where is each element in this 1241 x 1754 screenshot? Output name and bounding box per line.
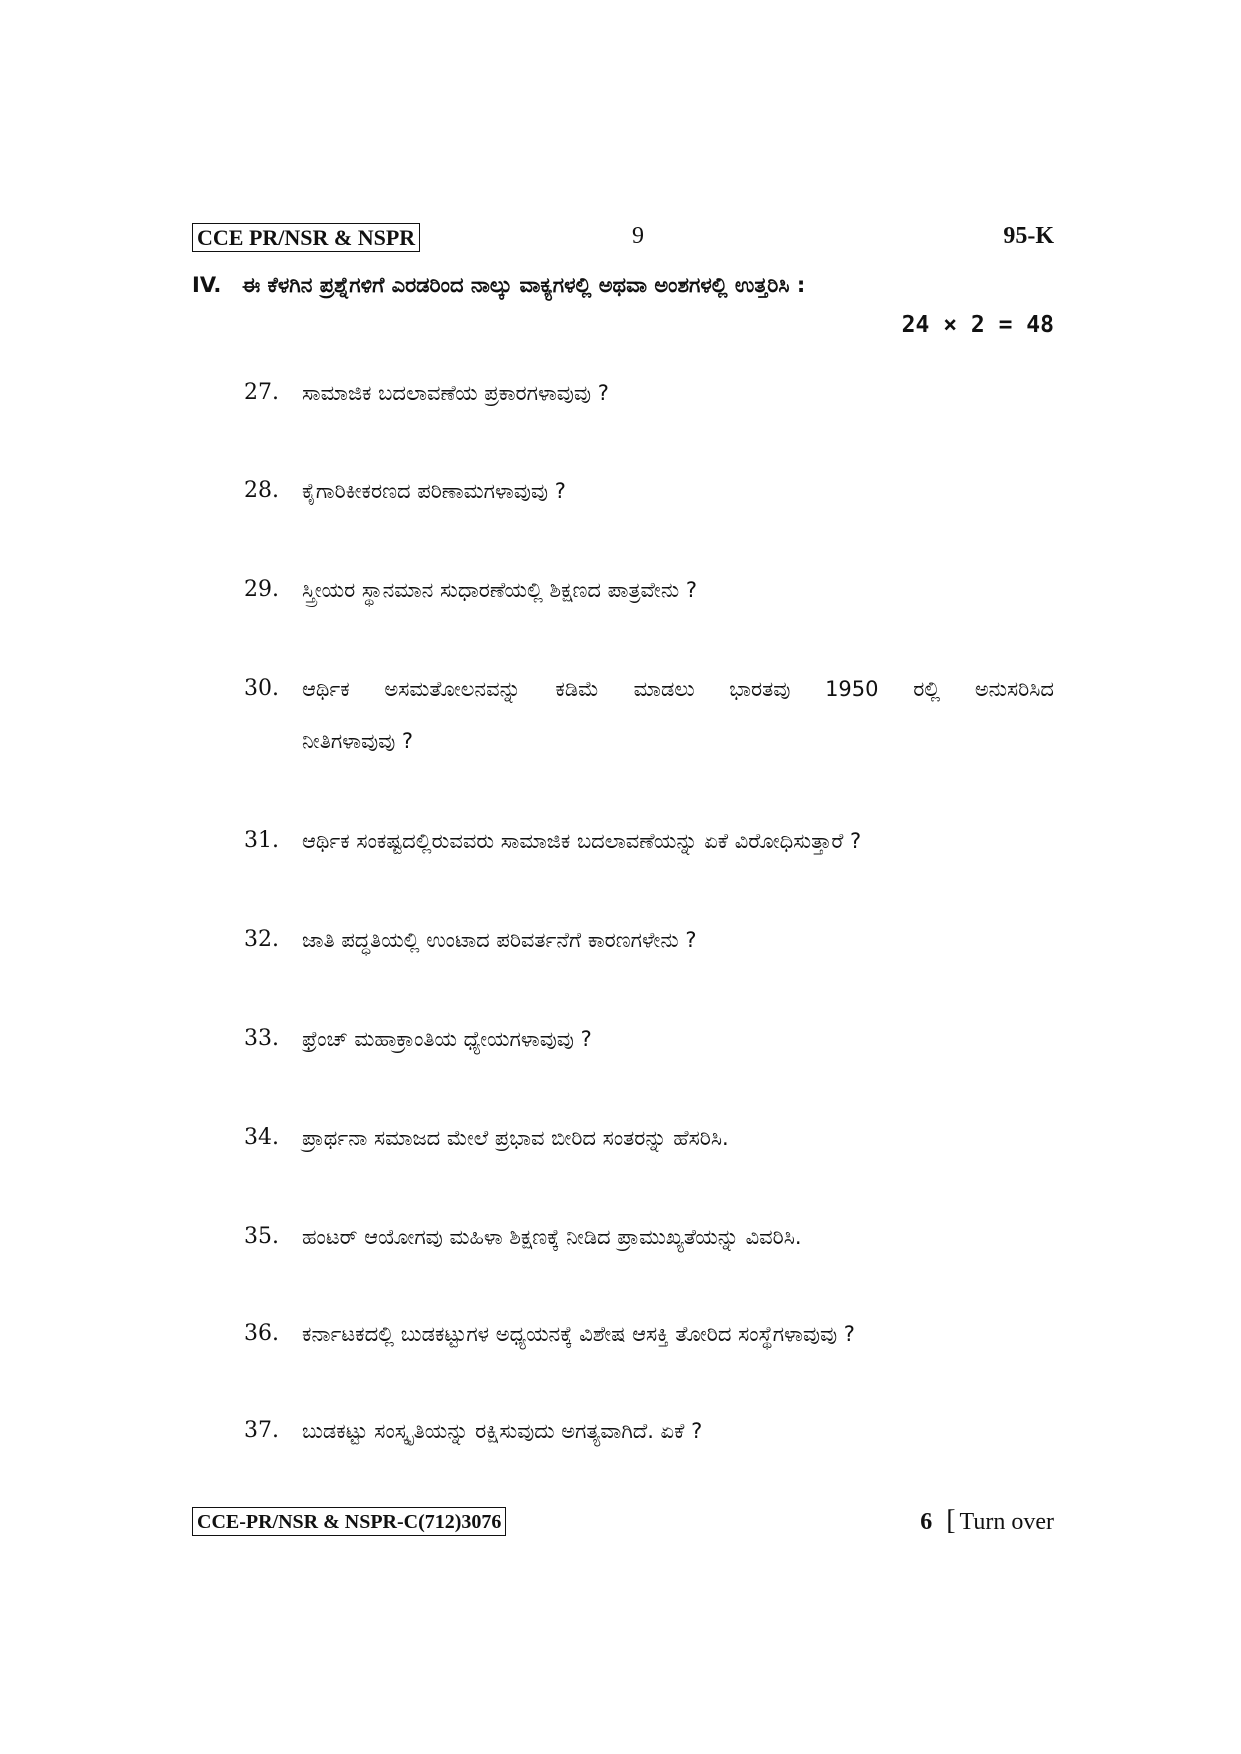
paper-reference: 95-K [1003, 223, 1054, 249]
footer-right [920, 1507, 1054, 1536]
question-number: 29. [244, 577, 279, 602]
page-number: 9 [632, 223, 644, 249]
header-paper-code: CCE PR/NSR & NSPR [192, 223, 420, 252]
question-number: 34. [244, 1125, 279, 1150]
question-text: ಜಾತಿ ಪದ್ಧತಿಯಲ್ಲಿ ಉಂಟಾದ ಪರಿವರ್ತನೆಗೆ ಕಾರಣಗಳೇನು ? [302, 928, 697, 952]
question-number: 36. [244, 1321, 279, 1346]
question-text: ಪ್ರಾರ್ಥನಾ ಸಮಾಜದ ಮೇಲೆ ಪ್ರಭಾವ ಬೀರಿದ ಸಂತರನ್ನು ಹೆಸರಿಸಿ. [302, 1126, 729, 1150]
footer-paper-code: CCE-PR/NSR & NSPR-C(712)3076 [192, 1507, 506, 1536]
question-text: ಸಾಮಾಜಿಕ ಬದಲಾವಣೆಯ ಪ್ರಕಾರಗಳಾವುವು ? [302, 381, 609, 405]
question-text: ಬುಡಕಟ್ಟು ಸಂಸ್ಕೃತಿಯನ್ನು ರಕ್ಷಿಸುವುದು ಅಗತ್ಯವಾಗಿದೆ. ಏಕೆ ? [302, 1419, 703, 1443]
question-number: 33. [244, 1026, 279, 1051]
bracket-glyph: [ [946, 1505, 956, 1536]
question-number: 31. [244, 828, 279, 853]
turn-over-label: Turn over [959, 1509, 1054, 1535]
question-number: 28. [244, 478, 279, 503]
question-text-continued: ನೀತಿಗಳಾವುವು ? [302, 729, 414, 753]
section-marks: 24 × 2 = 48 [901, 312, 1054, 338]
sheet-number: 6 [920, 1509, 933, 1535]
section-number: IV. [192, 273, 222, 297]
page-header [192, 223, 1054, 255]
section-heading [192, 270, 1054, 300]
question-text: ಕರ್ನಾಟಕದಲ್ಲಿ ಬುಡಕಟ್ಟುಗಳ ಅಧ್ಯಯನಕ್ಕೆ ವಿಶೇಷ ಆಸಕ್ತಿ ತೋರಿದ ಸಂಸ್ಥೆಗಳಾವುವು ? [302, 1322, 855, 1346]
question-number: 27. [244, 380, 279, 405]
question-number: 35. [244, 1224, 279, 1249]
question-text: ಫ್ರೆಂಚ್ ಮಹಾಕ್ರಾಂತಿಯ ಧ್ಯೇಯಗಳಾವುವು ? [302, 1027, 592, 1051]
question-text: ಆರ್ಥಿಕ ಅಸಮತೋಲನವನ್ನು ಕಡಿಮೆ ಮಾಡಲು ಭಾರತವು 1950 ರಲ್ಲಿ ಅನುಸರಿಸಿದ [302, 677, 1054, 701]
question-number: 37. [244, 1418, 279, 1443]
question-text: ಕೈಗಾರಿಕೀಕರಣದ ಪರಿಣಾಮಗಳಾವುವು ? [302, 479, 566, 503]
question-text: ಹಂಟರ್ ಆಯೋಗವು ಮಹಿಳಾ ಶಿಕ್ಷಣಕ್ಕೆ ನೀಡಿದ ಪ್ರಾಮುಖ್ಯತೆಯನ್ನು ವಿವರಿಸಿ. [302, 1225, 802, 1249]
question-number: 30. [244, 676, 279, 701]
section-instruction: ಈ ಕೆಳಗಿನ ಪ್ರಶ್ನೆಗಳಿಗೆ ಎರಡರಿಂದ ನಾಲ್ಕು ವಾಕ್ಯಗಳಲ್ಲಿ ಅಥವಾ ಅಂಶಗಳಲ್ಲಿ ಉತ್ತರಿಸಿ : [242, 273, 806, 297]
question-text: ಸ್ತ್ರೀಯರ ಸ್ಥಾನಮಾನ ಸುಧಾರಣೆಯಲ್ಲಿ ಶಿಕ್ಷಣದ ಪಾತ್ರವೇನು ? [302, 578, 698, 602]
page-footer [192, 1507, 1054, 1539]
question-number: 32. [244, 927, 279, 952]
question-text: ಆರ್ಥಿಕ ಸಂಕಷ್ಟದಲ್ಲಿರುವವರು ಸಾಮಾಜಿಕ ಬದಲಾವಣೆಯನ್ನು ಏಕೆ ವಿರೋಧಿಸುತ್ತಾರೆ ? [302, 829, 862, 853]
